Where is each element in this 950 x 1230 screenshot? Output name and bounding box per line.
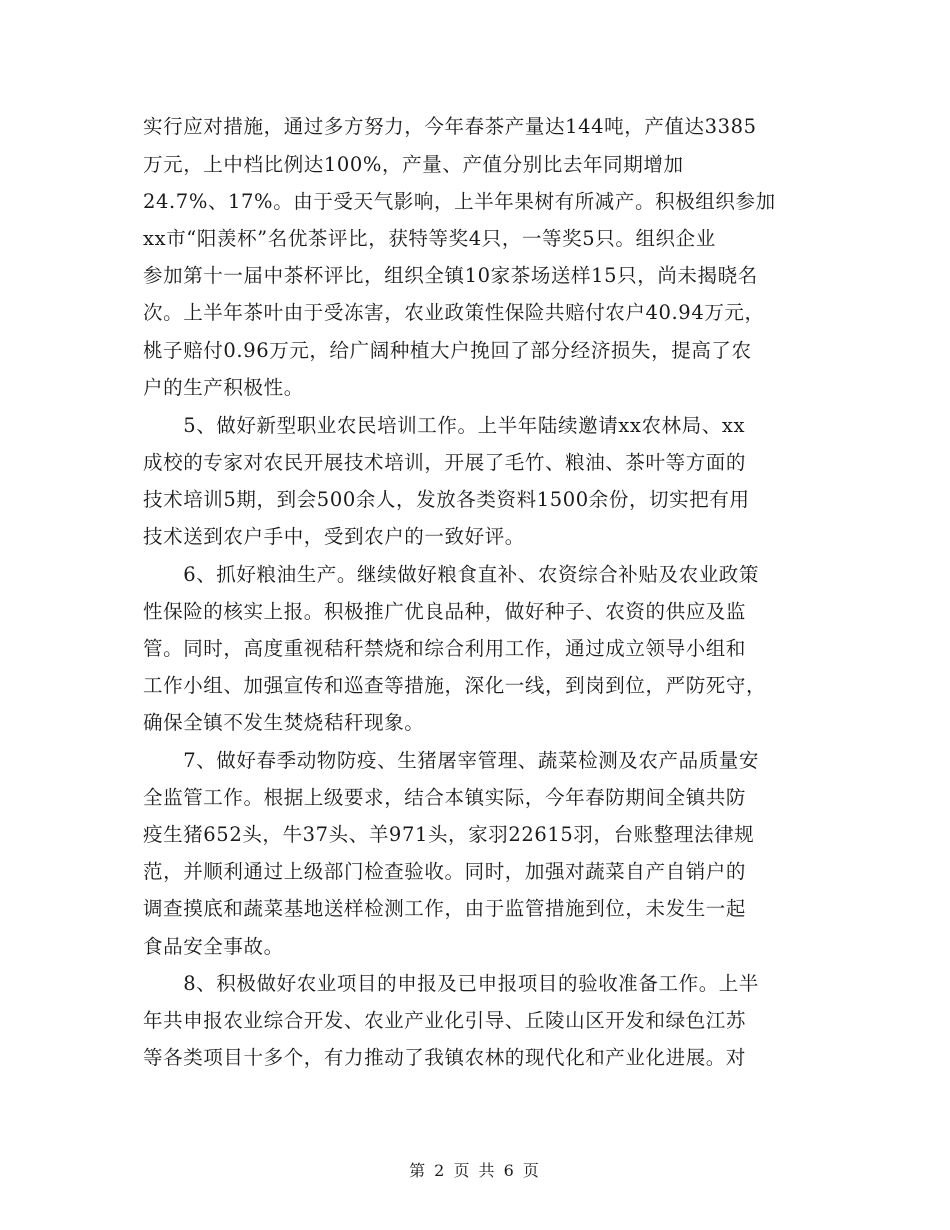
text-line: 疫生猪652头，牛37头、羊971头，家羽22615羽，台账整理法律规	[143, 823, 755, 846]
text-line: 全监管工作。根据上级要求，结合本镇实际，今年春防期间全镇共防	[143, 786, 747, 809]
text-line: 6、抓好粮油生产。继续做好粮食直补、农资综合补贴及农业政策	[143, 563, 760, 586]
text-line: 户的生产积极性。	[143, 376, 304, 399]
text-line: 技术送到农户手中，受到农户的一致好评。	[143, 525, 525, 548]
text-line: 5、做好新型职业农民培训工作。上半年陆续邀请xx农林局、xx	[143, 414, 746, 437]
text-line: 桃子赔付0.96万元，给广阔种植大户挽回了部分经济损失，提高了农	[143, 339, 752, 362]
text-line: 年共申报农业综合开发、农业产业化引导、丘陵山区开发和绿色江苏	[143, 1009, 747, 1032]
text-line: 参加第十一届中茶杯评比，组织全镇10家茶场送样15只，尚未揭晓名	[143, 264, 758, 287]
text-line: 确保全镇不发生焚烧秸秆现象。	[143, 711, 425, 734]
text-line: xx市“阳羡杯”名优茶评比，获特等奖4只，一等奖5只。组织企业	[143, 227, 716, 250]
text-line: 实行应对措施，通过多方努力，今年春茶产量达144吨，产值达3385	[143, 115, 757, 138]
text-line: 技术培训5期，到会500余人，发放各类资料1500余份，切实把有用	[143, 488, 750, 511]
text-line: 管。同时，高度重视秸秆禁烧和综合利用工作，通过成立领导小组和	[143, 637, 747, 660]
text-line: 8、积极做好农业项目的申报及已申报项目的验收准备工作。上半	[143, 972, 760, 995]
text-line: 范，并顺利通过上级部门检查验收。同时，加强对蔬菜自产自销户的	[143, 860, 747, 883]
text-line: 7、做好春季动物防疫、生猪屠宰管理、蔬菜检测及农产品质量安	[143, 749, 760, 772]
text-line: 次。上半年茶叶由于受冻害，农业政策性保险共赔付农户40.94万元，	[143, 301, 765, 324]
text-line: 工作小组、加强宣传和巡查等措施，深化一线，到岗到位，严防死守，	[143, 674, 767, 697]
text-line: 成校的专家对农民开展技术培训，开展了毛竹、粮油、茶叶等方面的	[143, 451, 747, 474]
text-line: 食品安全事故。	[143, 935, 284, 958]
text-line: 性保险的核实上报。积极推广优良品种，做好种子、农资的供应及监	[143, 600, 747, 623]
page-number-footer: 第 2 页 共 6 页	[409, 1161, 541, 1180]
text-line: 等各类项目十多个，有力推动了我镇农林的现代化和产业化进展。对	[143, 1046, 747, 1069]
text-line: 万元，上中档比例达100%，产量、产值分别比去年同期增加	[143, 153, 684, 176]
text-line: 调查摸底和蔬菜基地送样检测工作，由于监管措施到位，未发生一起	[143, 897, 747, 920]
text-line: 24.7%、17%。由于受天气影响，上半年果树有所减产。积极组织参加	[143, 190, 776, 213]
